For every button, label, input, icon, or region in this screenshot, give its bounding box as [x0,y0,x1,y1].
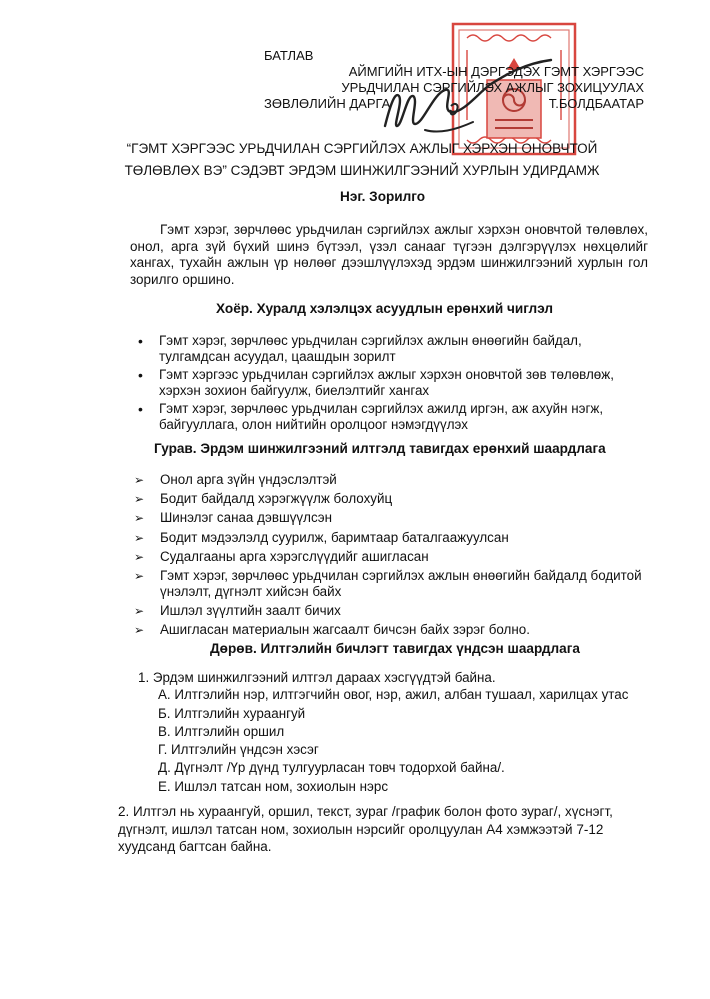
arrow-bullet-icon: ➢ [134,492,145,507]
numbered-item-2: 2. Илтгэл нь хураангуй, оршил, текст, зураг /график болон фото зураг/, хүснэгт, дүгнэлт, ишлэл татсан ном, зохиолын нэрсийг оролцуулан А4 хэмжээтэй 7-12 хуудсанд багтсан байна. [118,804,613,854]
list-item: Д. Дүгнэлт /Үр дүнд тулгуурласан товч тодорхой байна/. [158,760,505,776]
bullet-dot-icon: • [138,367,143,383]
list-item: Б. Илтгэлийн хураангуй [158,705,306,721]
arrow-bullet-icon: ➢ [134,473,145,487]
document-title [92,138,632,182]
approval-line-2: УРЬДЧИЛАН СЭРГИЙЛЭХ АЖЛЫГ ЗОХИЦУУЛАХ [341,80,644,95]
list-item: ➢ Ишлэл зүүлтийн заалт бичих [134,603,341,619]
numbered-item-1: 1. Эрдэм шинжилгээний илтгэл дараах хэсгүүдтэй байна. [138,670,496,685]
approval-line-1: АЙМГИЙН ИТХ-ЫН ДЭРГЭДЭХ ГЭМТ ХЭРГЭЭС [348,64,644,79]
section-2-heading: Хоёр. Хуралд хэлэлцэх асуудлын ерөнхий чиглэл [216,301,553,316]
section-3-heading: Гурав. Эрдэм шинжилгээний илтгэлд тавигдах ерөнхий шаардлага [154,441,606,456]
list-item: А. Илтгэлийн нэр, илтгэгчийн овог, нэр, ажил, албан тушаал, харилцах утас [158,687,629,703]
section-4-heading: Дөрөв. Илтгэлийн бичлэгт тавигдах үндсэн шаардлага [210,641,580,656]
list-item: ➢ Гэмт хэрэг, зөрчлөөс урьдчилан сэргийлэх ажлын өнөөгийн байдалд бодитой үнэлэлт, дүгнэлт хийсэн байх [134,567,642,599]
list-item: • Гэмт хэрэг, зөрчлөөс урьдчилан сэргийлэх ажлын өнөөгийн байдал, тулгамдсан асуудал, цаашдын зорилт [138,333,582,364]
section-3-list [134,472,654,642]
approval-word: БАТЛАВ [264,48,314,63]
document-title-line-2: ТӨЛӨВЛӨХ ВЭ” СЭДЭВТ ЭРДЭМ ШИНЖИЛГЭЭНИЙ ХУРЛЫН УДИРДАМЖ [124,163,600,178]
list-item: Г. Илтгэлийн үндсэн хэсэг [158,742,319,758]
list-item: ➢ Шинэлэг санаа дэвшүүлсэн [134,510,333,526]
section-1-text: Гэмт хэрэг, зөрчлөөс урьдчилан сэргийлэх ажлыг хэрхэн оновчтой төлөвлөх, онол, арга зүй бүхий шинэ бүтээл, үзэл санааг түгээн дэлгэрүүлэх нөхцөлийг хангах, тухайн ажлын үр нөлөөг дээшлүүлэхэд эрдэм шинжилгээний хурлын гол зорилго оршино. [130,222,648,287]
list-item: ➢ Ашигласан материалын жагсаалт бичсэн байх зэрэг болно. [134,622,530,638]
section-2-list [130,333,650,435]
section-1-heading: Нэг. Зорилго [340,189,426,204]
list-item: Е. Ишлэл татсан ном, зохиолын нэрс [158,778,389,794]
list-item: ➢ Онол арга зүйн үндэслэлтэй [134,472,337,487]
bullet-dot-icon: • [138,401,143,417]
list-item: • Гэмт хэргээс урьдчилан сэргийлэх ажлыг хэрхэн оновчтой зөв төлөвлөж, хэрхэн зохион байгуулж, биелэлтийг хангах [138,367,614,398]
section-4-list [138,670,658,796]
list-item: ➢ Бодит мэдээлэлд суурилж, баримтаар баталгаажуулсан [134,529,509,545]
approval-signer: Т.БОЛДБААТАР [548,96,644,111]
arrow-bullet-icon: ➢ [134,530,145,545]
arrow-bullet-icon: ➢ [134,549,145,564]
document-title-line-1: “ГЭМТ ХЭРГЭЭС УРЬДЧИЛАН СЭРГИЙЛЭХ АЖЛЫГ ХЭРХЭН ОНОВЧТОЙ [126,141,598,156]
arrow-bullet-icon: ➢ [134,511,145,526]
list-item: ➢ Судалгааны арга хэрэгслүүдийг ашигласан [134,548,429,564]
bullet-dot-icon: • [138,333,143,349]
list-item: В. Илтгэлийн оршил [158,723,285,739]
arrow-bullet-icon: ➢ [134,623,145,638]
signature-icon [355,58,570,148]
arrow-bullet-icon: ➢ [134,604,145,619]
approval-position: ЗӨВЛӨЛИЙН ДАРГА [264,96,391,111]
list-item: • Гэмт хэрэг, зөрчлөөс урьдчилан сэргийлэх ажилд иргэн, аж ахуйн нэгж, байгууллага, олон нийтийн оролцоог нэмэгдүүлэх [138,401,604,432]
arrow-bullet-icon: ➢ [134,568,145,583]
list-item: ➢ Бодит байдалд хэрэгжүүлж болохуйц [134,491,393,507]
